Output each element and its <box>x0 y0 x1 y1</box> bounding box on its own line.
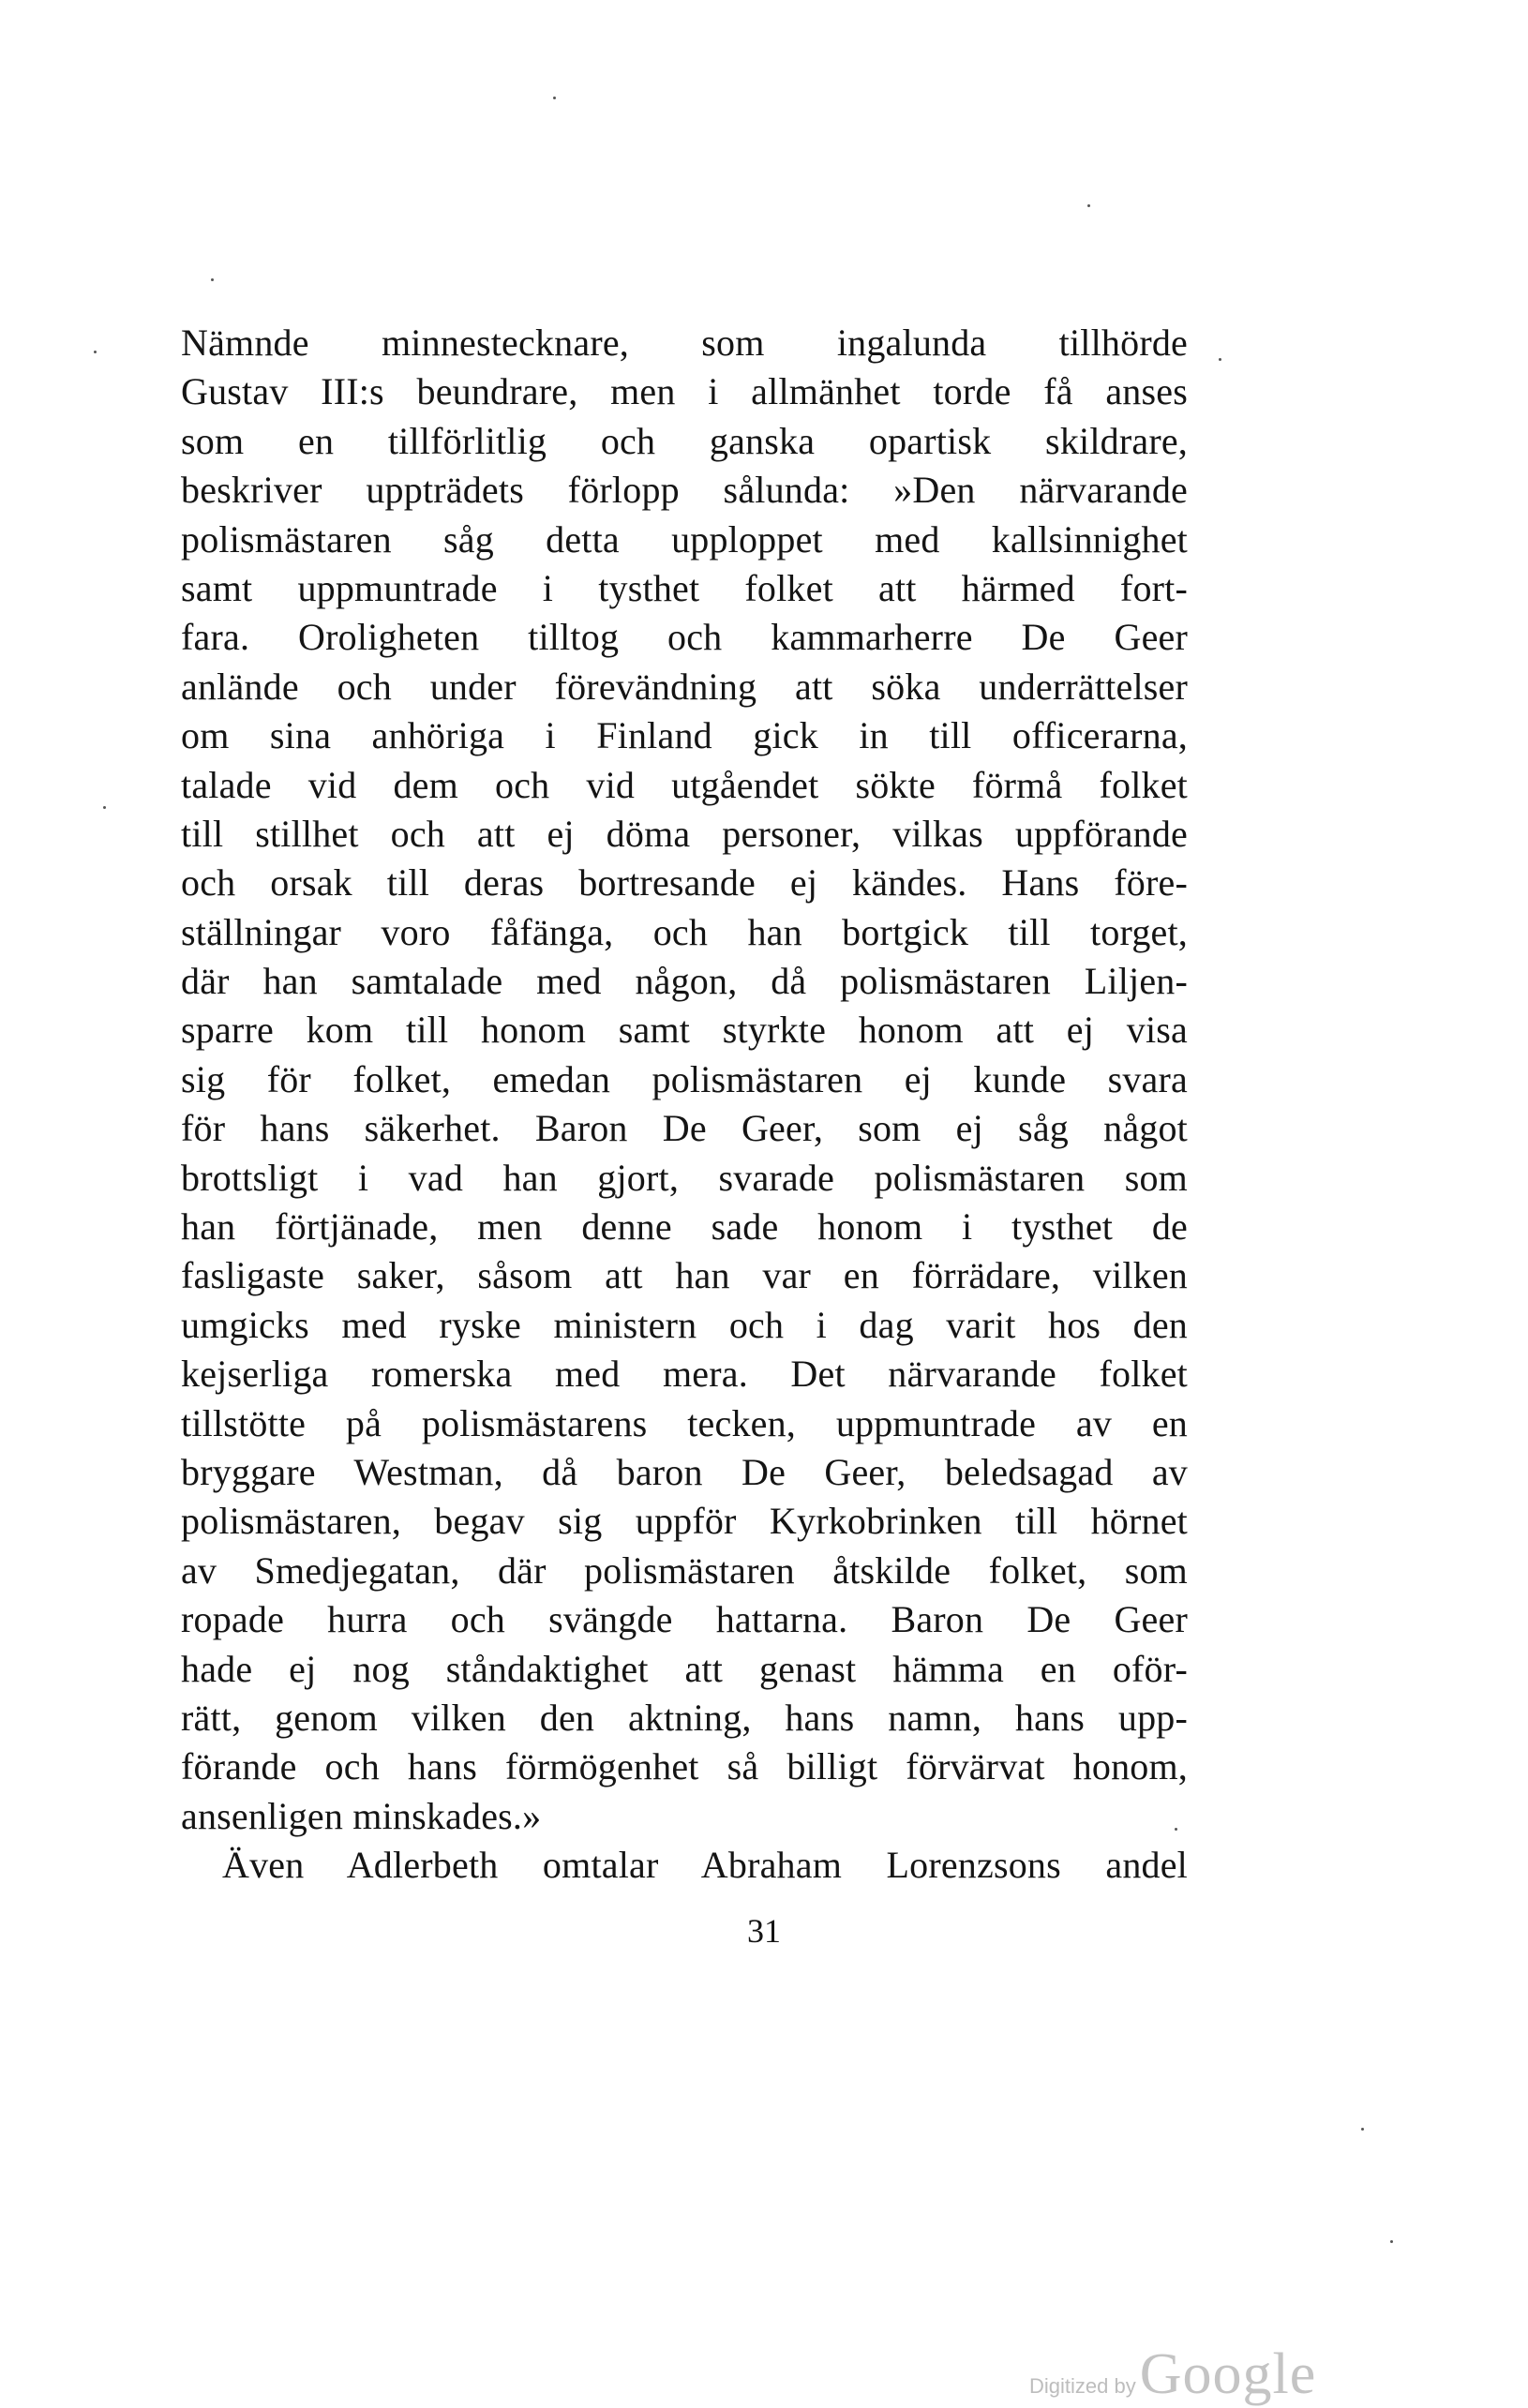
text-line: bryggare Westman, då baron De Geer, beledsagad av <box>181 1450 1188 1493</box>
text-line: av Smedjegatan, där polismästaren åtskilde folket, som <box>181 1548 1188 1592</box>
text-line: förande och hans förmögenhet så billigt förvärvat honom, <box>181 1745 1188 1788</box>
watermark-prefix: Digitized by <box>1029 2374 1136 2398</box>
text-line: ropade hurra och svängde hattarna. Baron De Geer <box>181 1598 1188 1641</box>
text-line: hade ej nog ståndaktighet att genast hämma en oför- <box>181 1647 1188 1690</box>
text-line: Gustav III:s beundrare, men i allmänhet torde få anses <box>181 370 1188 413</box>
digitized-watermark <box>1029 2341 1316 2407</box>
text-line: och orsak till deras bortresande ej kändes. Hans före- <box>181 861 1188 905</box>
print-speck <box>1087 204 1090 207</box>
text-line: sig för folket, emedan polismästaren ej kunde svara <box>181 1057 1188 1100</box>
text-line: polismästaren, begav sig uppför Kyrkobrinken till hörnet <box>181 1500 1188 1543</box>
text-line: fara. Oroligheten tilltog och kammarherre De Geer <box>181 616 1188 659</box>
paragraph-first-line: Även Adlerbeth omtalar Abraham Lorenzsons andel <box>222 1844 1188 1887</box>
text-line: till stillhet och att ej döma personer, vilkas uppförande <box>181 812 1188 855</box>
text-line: han förtjänade, men denne sade honom i tysthet de <box>181 1205 1188 1249</box>
text-line: Nämnde minnestecknare, som ingalunda tillhörde <box>181 322 1188 364</box>
text-line: anlände och under förevändning att söka underrättelser <box>181 665 1188 708</box>
text-line: där han samtalade med någon, då polismästaren Liljen- <box>181 960 1188 1003</box>
text-line: ställningar voro fåfänga, och han bortgick till torget, <box>181 910 1188 953</box>
text-line: om sina anhöriga i Finland gick in till officerarna, <box>181 714 1188 757</box>
text-line: för hans säkerhet. Baron De Geer, som ej såg något <box>181 1107 1188 1150</box>
print-speck <box>211 278 214 281</box>
print-speck <box>1219 358 1221 361</box>
text-line: polismästaren såg detta upploppet med kallsinnighet <box>181 517 1188 561</box>
text-line: samt uppmuntrade i tysthet folket att härmed fort- <box>181 566 1188 609</box>
text-line: brottsligt i vad han gjort, svarade polismästaren som <box>181 1156 1188 1199</box>
text-line: sparre kom till honom samt styrkte honom att ej visa <box>181 1009 1188 1052</box>
body-text <box>181 319 1188 1891</box>
text-line: fasligaste saker, såsom att han var en förrädare, vilken <box>181 1254 1188 1297</box>
print-speck <box>1390 2240 1393 2243</box>
text-line: umgicks med ryske ministern och i dag varit hos den <box>181 1303 1188 1346</box>
print-speck <box>103 806 106 809</box>
text-line: kejserliga romerska med mera. Det närvarande folket <box>181 1353 1188 1396</box>
print-speck <box>94 351 97 353</box>
text-line: som en tillförlitlig och ganska opartisk skildrare, <box>181 419 1188 462</box>
text-line: talade vid dem och vid utgåendet sökte förmå folket <box>181 763 1188 806</box>
print-speck <box>1361 2128 1364 2131</box>
text-line: tillstötte på polismästarens tecken, uppmuntrade av en <box>181 1401 1188 1444</box>
text-line: ansenligen minskades.» <box>181 1794 542 1837</box>
print-speck <box>553 97 556 99</box>
text-line: rätt, genom vilken den aktning, hans namn, hans upp- <box>181 1696 1188 1739</box>
google-logo: Google <box>1139 2342 1317 2406</box>
page-number: 31 <box>747 1912 781 1950</box>
text-line: beskriver uppträdets förlopp sålunda: »Den närvarande <box>181 469 1188 512</box>
